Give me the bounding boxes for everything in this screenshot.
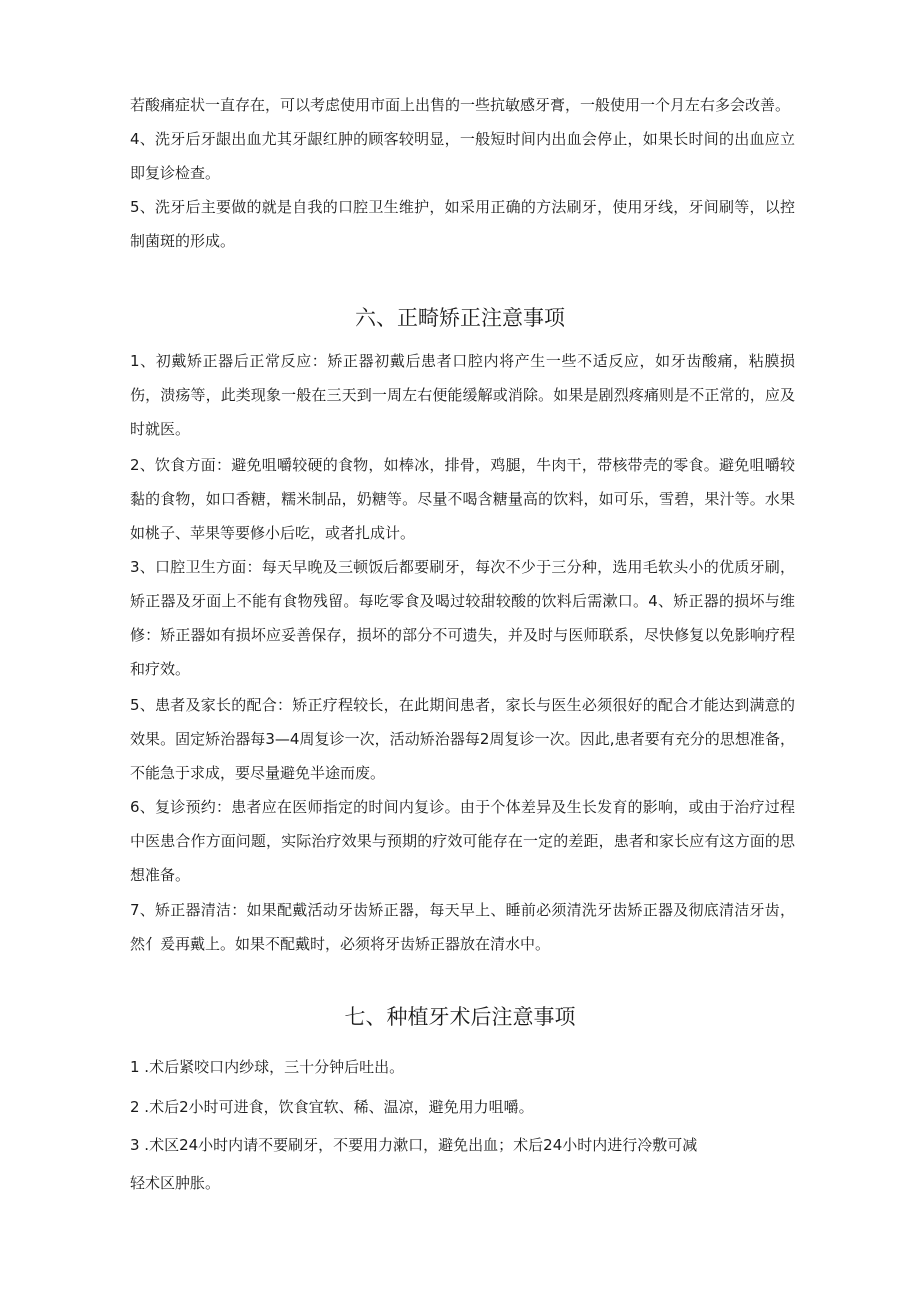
section-6-item-5: 5、患者及家长的配合：矫正疗程较长，在此期间患者，家长与医生必须很好的配合才能达到满意的效果。固定矫治器每3—4周复诊一次，活动矫治器每2周复诊一次。因此,患者要有充分的思想准备，不能急于求成，要尽量避免半途而废。 bbox=[130, 696, 795, 782]
section-6-title: 六、正畸矫正注意事项 bbox=[355, 306, 565, 330]
intro-paragraph-continued: 若酸痛症状一直存在，可以考虑使用市面上出售的一些抗敏感牙膏，一般使用一个月左右多会改善。 bbox=[130, 96, 791, 114]
section-6-item-3: 3、口腔卫生方面：每天早晚及三顿饭后都要刷牙，每次不少于三分种，选用毛软头小的优质牙刷，矫正器及牙面上不能有食物残留。每吃零食及喝过较甜较酸的饮料后需漱口。4、矫正器的损坏与维修：矫正器如有损坏应妥善保存，损坏的部分不可遗失，并及时与医师联系，尽快修复以免影响疗程和疗效。 bbox=[130, 558, 795, 678]
section-7-item-1: 1 .术后紧咬口内纱球，三十分钟后吐出。 bbox=[130, 1058, 405, 1076]
section-6-item-6: 6、复诊预约：患者应在医师指定的时间内复诊。由于个体差异及生长发育的影响，或由于治疗过程中医患合作方面问题，实际治疗效果与预期的疗效可能存在一定的差距，患者和家长应有这方面的思想准备。 bbox=[130, 798, 795, 884]
section-7-title: 七、种植牙术后注意事项 bbox=[344, 1005, 576, 1029]
intro-item-5: 5、洗牙后主要做的就是自我的口腔卫生维护，如采用正确的方法刷牙，使用牙线，牙间刷等，以控制菌斑的形成。 bbox=[130, 198, 795, 250]
section-7-item-2: 2 .术后2小时可进食，饮食宜软、稀、温凉，避免用力咀嚼。 bbox=[130, 1098, 534, 1116]
section-6-item-7: 7、矫正器清洁：如果配戴活动牙齿矫正器，每天早上、睡前必须清洗牙齿矫正器及彻底清洁牙齿，然亻爰再戴上。如果不配戴时，必须将牙齿矫正器放在清水中。 bbox=[130, 901, 795, 953]
section-6-item-1: 1、初戴矫正器后正常反应：矫正器初戴后患者口腔内将产生一些不适反应，如牙齿酸痛，粘膜损伤，溃疡等，此类现象一般在三天到一周左右便能缓解或消除。如果是剧烈疼痛则是不正常的，应及时就医。 bbox=[130, 352, 795, 438]
intro-item-4: 4、洗牙后牙龈出血尤其牙龈红肿的顾客较明显，一般短时间内出血会停止，如果长时间的出血应立即复诊检查。 bbox=[130, 130, 795, 182]
section-6-item-2: 2、饮食方面：避免咀嚼较硬的食物，如棒冰，排骨，鸡腿，牛肉干，带核带壳的零食。避免咀嚼较黏的食物，如口香糖，糯米制品，奶糖等。尽量不喝含糖量高的饮料，如可乐，雪碧，果汁等。水果如桃子、苹果等要修小后吃，或者扎成计。 bbox=[130, 456, 795, 542]
section-7-item-3: 3 .术区24小时内请不要刷牙，不要用力漱口，避免出血；术后24小时内进行冷敷可减 bbox=[130, 1136, 698, 1154]
section-7-item-3-continued: 轻术区肿胀。 bbox=[130, 1174, 221, 1192]
